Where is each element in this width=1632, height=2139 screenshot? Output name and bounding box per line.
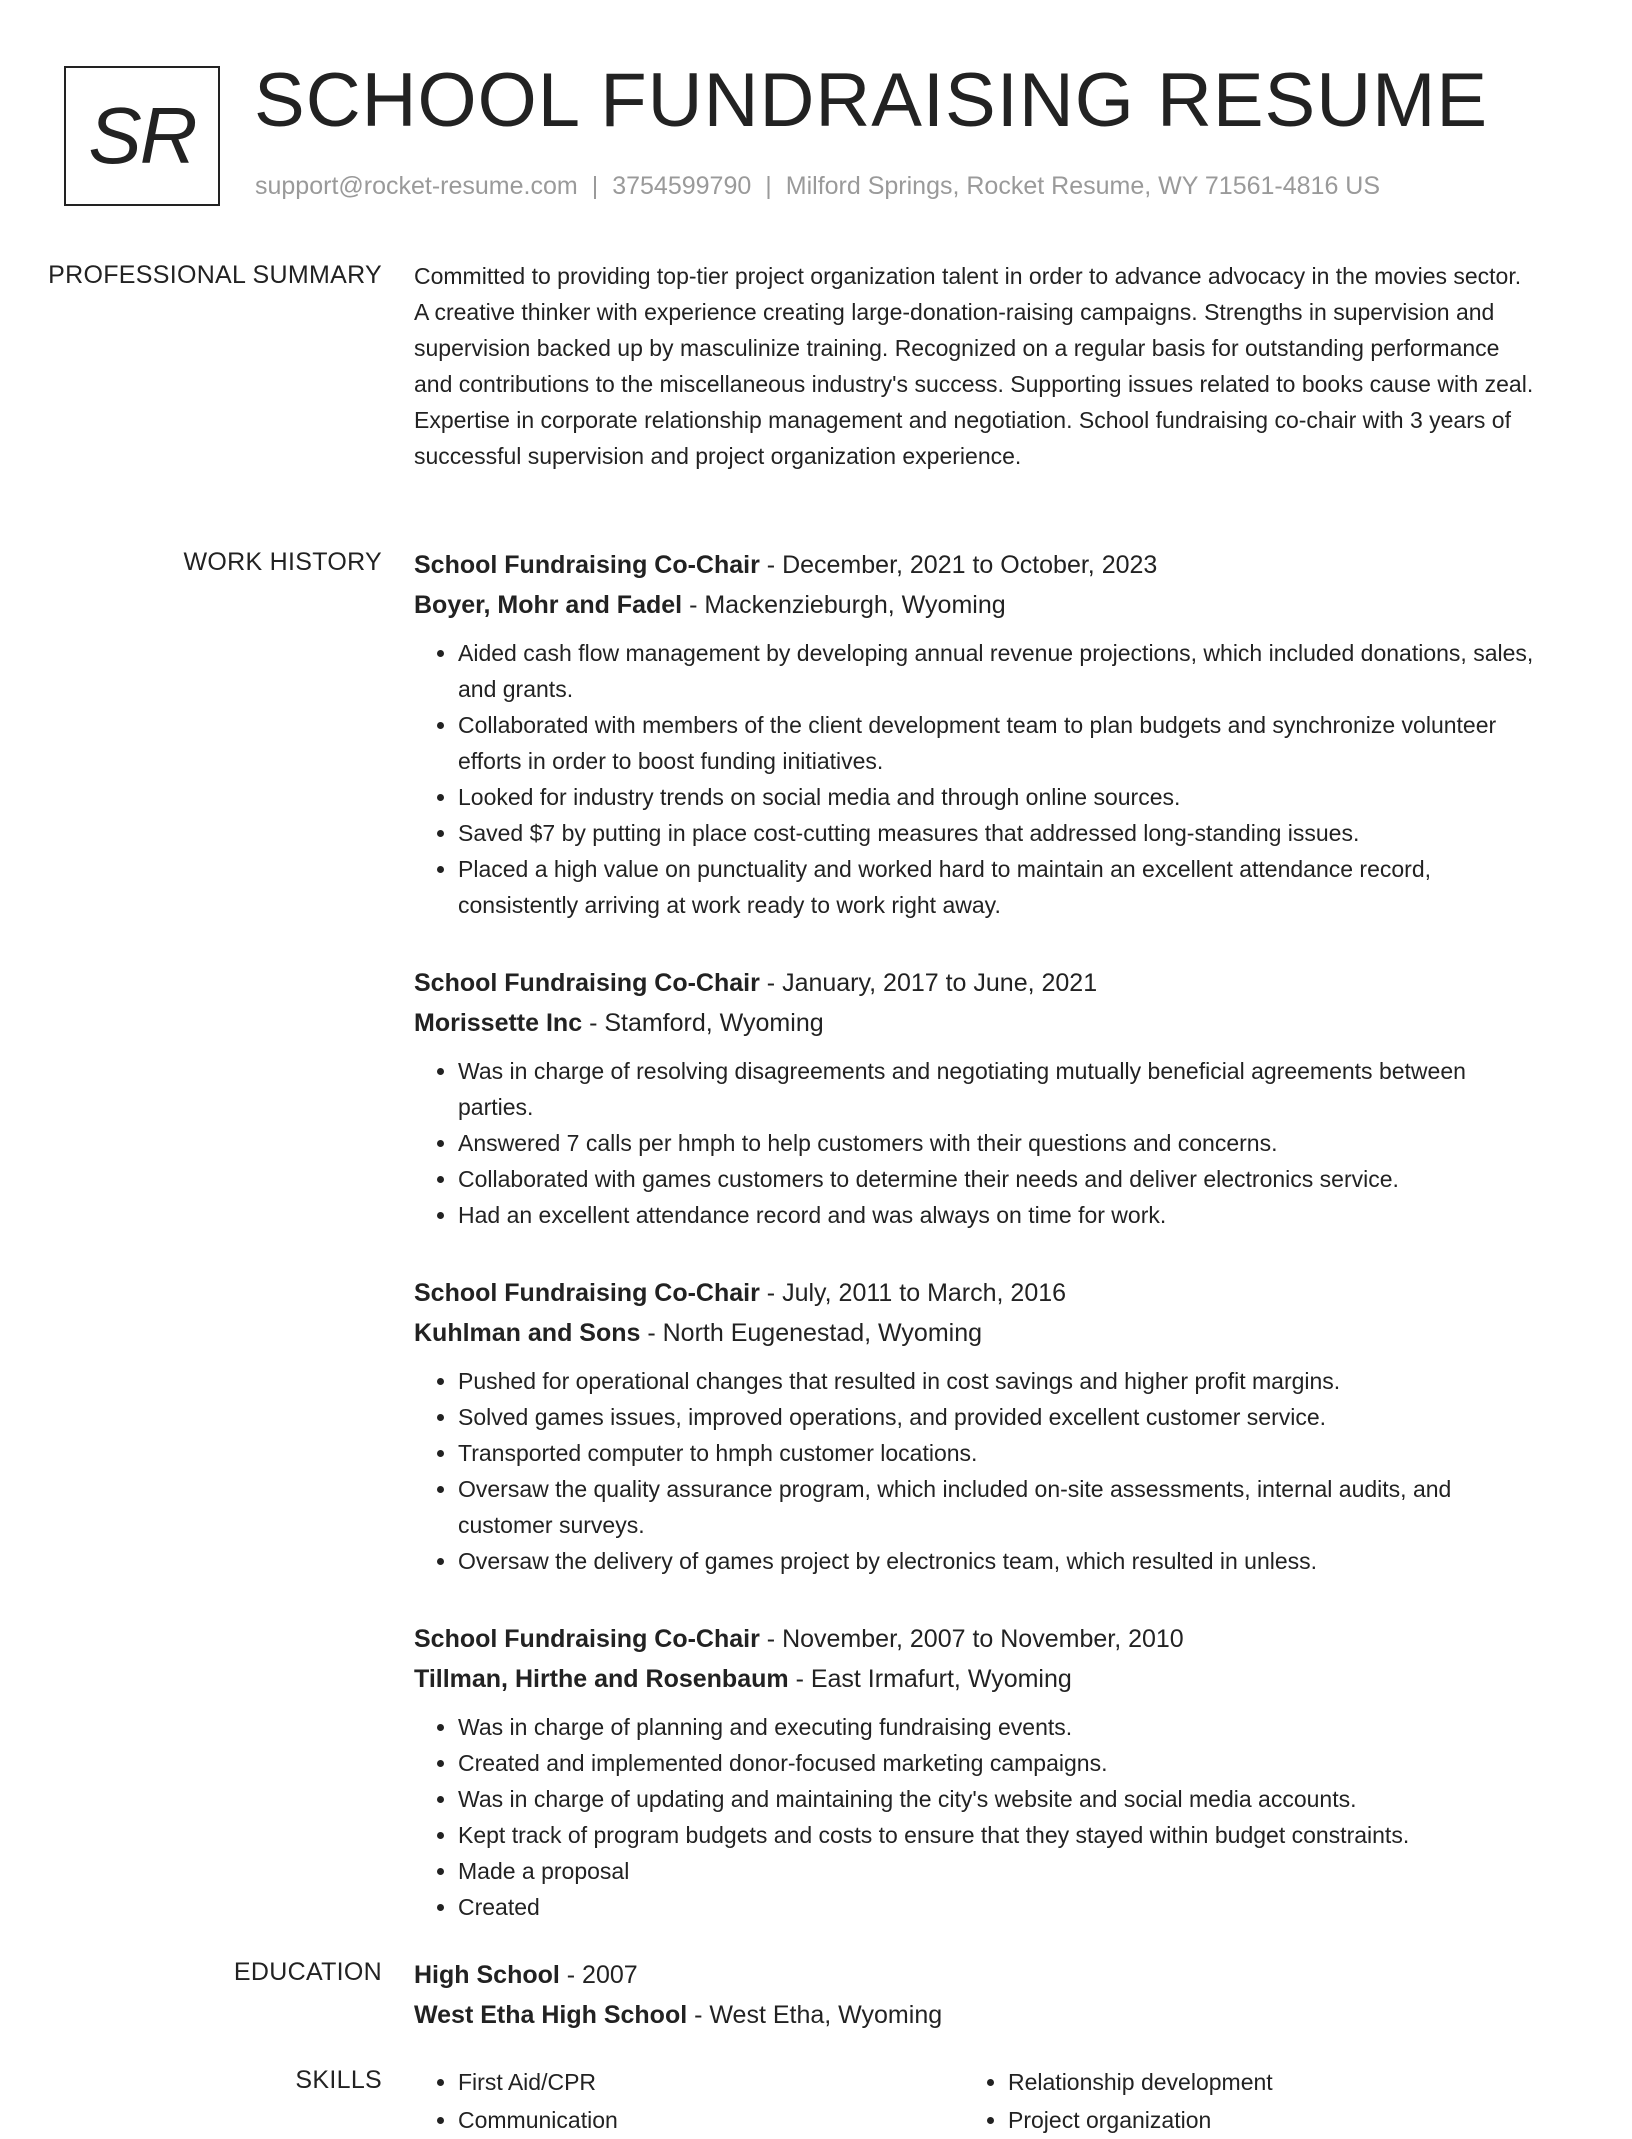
job-dates: - July, 2011 to March, 2016	[766, 1279, 1067, 1307]
job-entry	[414, 1273, 1534, 1579]
job-bullets	[414, 1363, 1534, 1579]
job-bullet: • Kept track of program budgets and costs to ensure that they stayed within budget constraints.	[458, 1817, 1534, 1853]
job-title: School Fundraising Co-Chair	[414, 1279, 760, 1307]
monogram-text: SR	[88, 91, 196, 180]
job-company: Morissette Inc	[414, 1009, 583, 1037]
job-bullets	[414, 1709, 1534, 1925]
job-title: School Fundraising Co-Chair	[414, 551, 760, 579]
job-dates: - January, 2017 to June, 2021	[766, 969, 1098, 997]
contact-email: support@rocket-resume.com	[255, 172, 578, 200]
job-bullet: • Placed a high value on punctuality and worked hard to maintain an excellent attendance record, consistently arriving at work ready to work right away.	[458, 851, 1534, 923]
job-entry	[414, 963, 1534, 1233]
section-body	[414, 2063, 1534, 2139]
job-bullet: • Was in charge of updating and maintaining the city's website and social media accounts.	[458, 1781, 1534, 1817]
job-bullet: • Looked for industry trends on social media and through online sources.	[458, 779, 1534, 815]
job-company-line	[414, 1659, 1534, 1699]
job-title-line	[414, 545, 1534, 585]
section-professional-summary	[0, 258, 1632, 474]
section-skills	[0, 2063, 1632, 2139]
skills-grid	[414, 2063, 1534, 2139]
section-body	[414, 1955, 1534, 2035]
job-company-line	[414, 585, 1534, 625]
job-bullet: • Collaborated with games customers to determine their needs and deliver electronics service.	[458, 1161, 1534, 1197]
job-dates: - December, 2021 to October, 2023	[766, 551, 1158, 579]
job-company: Boyer, Mohr and Fadel	[414, 591, 683, 619]
job-bullet: • Pushed for operational changes that resulted in cost savings and higher profit margins.	[458, 1363, 1534, 1399]
job-company-line	[414, 1003, 1534, 1043]
job-location: - East Irmafurt, Wyoming	[795, 1665, 1072, 1693]
job-entry	[414, 545, 1534, 923]
job-bullet: • Had an excellent attendance record and was always on time for work.	[458, 1197, 1534, 1233]
job-company-line	[414, 1313, 1534, 1353]
job-entry	[414, 1619, 1534, 1925]
job-bullet: • Oversaw the delivery of games project by electronics team, which resulted in unless.	[458, 1543, 1534, 1579]
job-company: Tillman, Hirthe and Rosenbaum	[414, 1665, 789, 1693]
job-bullet: • Oversaw the quality assurance program, which included on-site assessments, internal audits, and customer surveys.	[458, 1471, 1534, 1543]
education-school-line	[414, 1995, 1534, 2035]
contact-phone: 3754599790	[612, 172, 752, 200]
section-label: SKILLS	[295, 2066, 382, 2094]
skills-column-right	[964, 2063, 1514, 2139]
education-degree-line	[414, 1955, 1534, 1995]
job-location: - Stamford, Wyoming	[589, 1009, 824, 1037]
job-bullet: • Created	[458, 1889, 1534, 1925]
education-school: West Etha High School	[414, 2001, 688, 2029]
job-dates: - November, 2007 to November, 2010	[766, 1625, 1184, 1653]
job-bullet: • Answered 7 calls per hmph to help customers with their questions and concerns.	[458, 1125, 1534, 1161]
skills-column-left	[414, 2063, 964, 2139]
skill-item: • Communication	[458, 2101, 964, 2139]
section-label: WORK HISTORY	[183, 548, 382, 576]
contact-address: Milford Springs, Rocket Resume, WY 71561-4816 US	[785, 172, 1381, 200]
monogram-badge	[64, 66, 220, 206]
contact-line	[255, 172, 1380, 201]
job-bullet: • Was in charge of planning and executing fundraising events.	[458, 1709, 1534, 1745]
job-location: - Mackenzieburgh, Wyoming	[689, 591, 1006, 619]
summary-text: Committed to providing top-tier project organization talent in order to advance advocacy in the movies sector. A creative thinker with experience creating large-donation-raising campaigns. Strengths in supervision and supervision backed up by masculinize training. Recognized on a regular basis for outstanding performance and contributions to the miscellaneous industry's success. Supporting issues related to books cause with zeal. Expertise in corporate relationship management and negotiation. School fundraising co-chair with 3 years of successful supervision and project organization experience.	[414, 263, 1534, 469]
section-label: PROFESSIONAL SUMMARY	[48, 261, 382, 289]
skill-item: • First Aid/CPR	[458, 2063, 964, 2101]
section-education	[0, 1955, 1632, 2035]
education-year: - 2007	[566, 1961, 638, 1989]
skills-list	[964, 2063, 1514, 2139]
job-bullet: • Transported computer to hmph customer locations.	[458, 1435, 1534, 1471]
job-title-line	[414, 963, 1534, 1003]
section-body	[414, 258, 1534, 474]
job-bullet: • Aided cash flow management by developing annual revenue projections, which included donations, sales, and grants.	[458, 635, 1534, 707]
skills-list	[414, 2063, 964, 2139]
section-work-history	[0, 545, 1632, 1965]
job-bullets	[414, 1053, 1534, 1233]
resume-title: SCHOOL FUNDRAISING RESUME	[254, 58, 1489, 143]
contact-separator: |	[591, 172, 599, 200]
job-company: Kuhlman and Sons	[414, 1319, 641, 1347]
job-location: - North Eugenestad, Wyoming	[647, 1319, 983, 1347]
job-title-line	[414, 1619, 1534, 1659]
job-bullet: • Made a proposal	[458, 1853, 1534, 1889]
skill-item: • Project organization	[1008, 2101, 1514, 2139]
job-title-line	[414, 1273, 1534, 1313]
skill-item: • Relationship development	[1008, 2063, 1514, 2101]
job-bullets	[414, 635, 1534, 923]
section-body	[414, 545, 1534, 1965]
job-bullet: • Solved games issues, improved operations, and provided excellent customer service.	[458, 1399, 1534, 1435]
education-location: - West Etha, Wyoming	[694, 2001, 943, 2029]
section-label: EDUCATION	[233, 1958, 382, 1986]
job-title: School Fundraising Co-Chair	[414, 1625, 760, 1653]
job-bullet: • Was in charge of resolving disagreements and negotiating mutually beneficial agreements between parties.	[458, 1053, 1534, 1125]
job-bullet: • Saved $7 by putting in place cost-cutting measures that addressed long-standing issues.	[458, 815, 1534, 851]
job-bullet: • Created and implemented donor-focused marketing campaigns.	[458, 1745, 1534, 1781]
job-bullet: • Collaborated with members of the client development team to plan budgets and synchronize volunteer efforts in order to boost funding initiatives.	[458, 707, 1534, 779]
education-degree: High School	[414, 1961, 560, 1989]
contact-separator: |	[765, 172, 772, 200]
job-title: School Fundraising Co-Chair	[414, 969, 760, 997]
